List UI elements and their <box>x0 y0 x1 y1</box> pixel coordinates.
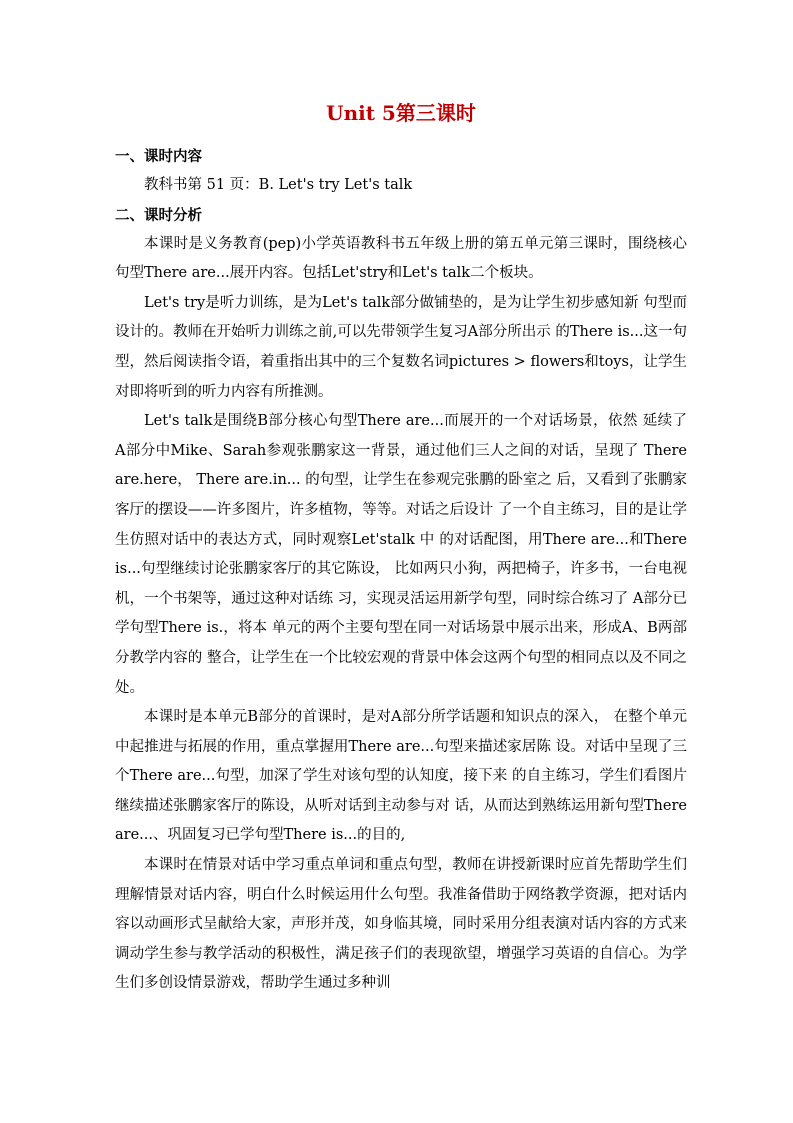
analysis-paragraph-lets-talk: Let's talk是围绕B部分核心句型There are...而展开的一个对话场景，依然 延续了 A部分中Mike、Sarah参观张鹏家这一背景，通过他们三人之间的对话，呈现了 There are.here， There are.in... 的句型，让学生在参观完张鹏的卧室之 后，又看到了张鹏家客厅的摆设——许多图片，许多植物，等等。对话之后设计 了一个自主练习，目的是让学生仿照对话中的表达方式，同时观察Let'stalk 中 的对话配图，用There are...和There is...句型继续讨论张鹏家客厅的其它陈设， 比如两只小狗，两把椅子，许多书，一台电视机，一个书架等，通过这种对话练 习，实现灵活运用新学句型，同时综合练习了 A部分已学句型There is.，将本 单元的两个主要句型在同一对话场景中展示出来，形成A、B两部分教学内容的 整合，让学生在一个比较宏观的背景中体会这两个句型的相同点以及不同之处。 <box>115 413 687 696</box>
section-heading-lesson-content: 一、课时内容 <box>115 148 202 165</box>
analysis-paragraph-lets-try: Let's try是听力训练，是为Let's talk部分做铺垫的，是为让学生初步感知新 句型而设计的。教师在开始听力训练之前,可以先带领学生复习A部分所出示 的There is...这一句型，然后阅读指令语，着重指出其中的三个复数名词pictures > flowers和toys，让学生对即将听到的听力内容有所推测。 <box>115 294 687 400</box>
analysis-paragraph-overview: 本课时是义务教育(pep)小学英语教科书五年级上册的第五单元第三课时，围绕核心句型There are...展开内容。包括Let'stry和Let's talk二个板块。 <box>115 235 687 282</box>
section-lesson-analysis <box>115 201 687 999</box>
analysis-paragraph-unit-role: 本课时是本单元B部分的首课时，是对A部分所学话题和知识点的深入， 在整个单元中起推进与拓展的作用，重点掌握用There are...句型来描述家居陈 设。对话中呈现了三个There are...句型，加深了学生对该句型的认知度，接下来 的自主练习，学生们看图片继续描述张鹏家客厅的陈设，从听对话到主动参与对 话，从而达到熟练运用新句型There are...、巩固复习已学句型There is...的目的, <box>115 709 687 844</box>
section-lesson-content <box>115 142 687 201</box>
section-heading-lesson-analysis: 二、课时分析 <box>115 206 202 224</box>
document-title: Unit 5第三课时 <box>326 101 476 125</box>
analysis-paragraph-teaching-plan: 本课时在情景对话中学习重点单词和重点句型，教师在讲授新课时应首先帮助学生们理解情景对话内容，明白什么时候运用什么句型。我准备借助于网络教学资源，把对话内容以动画形式呈献给大家，声形并茂，如身临其境，同时采用分组表演对话内容的方式来调动学生参与教学活动的积极性，满足孩子们的表现欲望，增强学习英语的自信心。为学生们多创设情景游戏，帮助学生通过多种训 <box>115 857 687 992</box>
textbook-reference: 教科书第 51 页：B. Let's try Let's talk <box>144 177 413 193</box>
document-page <box>115 98 687 999</box>
